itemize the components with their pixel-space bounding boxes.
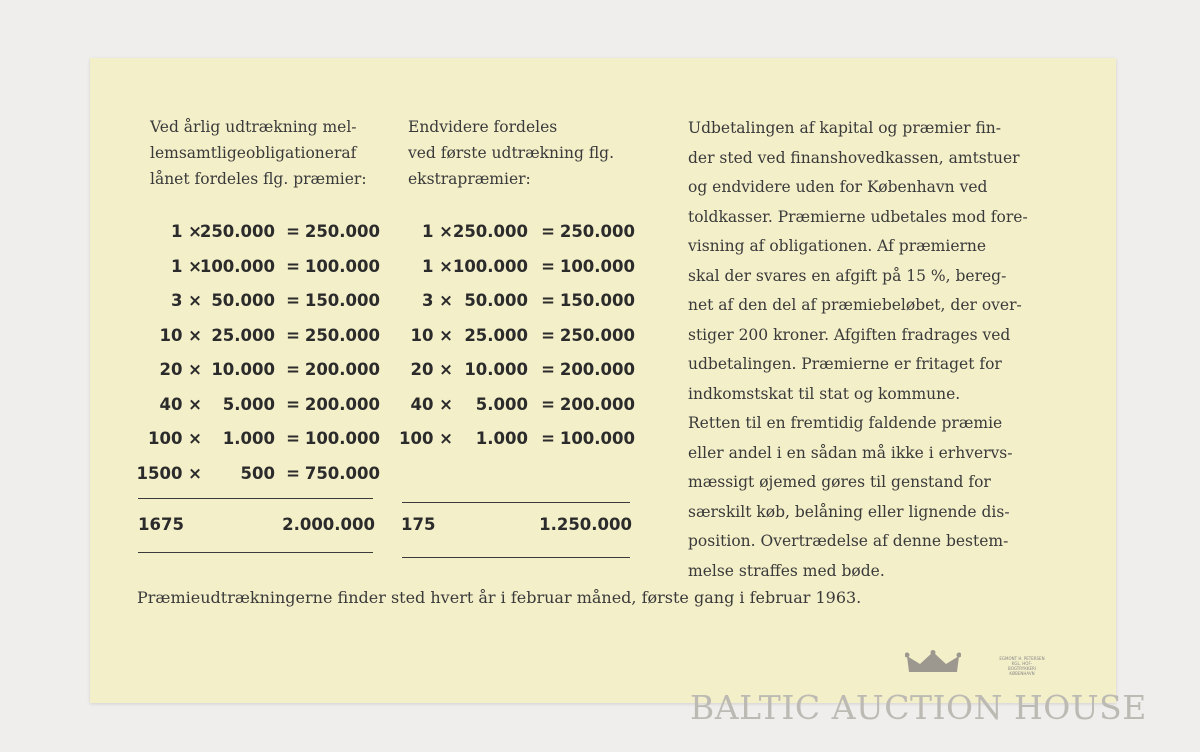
terms-line: indkomstskat til stat og kommune. — [688, 384, 961, 403]
middle-heading-line: ekstrapræmier: — [408, 170, 531, 188]
left-sum-rule-top — [138, 498, 373, 499]
left-heading-line: lånet fordeles flg. præmier: — [150, 170, 367, 188]
prize-count: 10 × — [410, 325, 453, 345]
left-sum-total: 2.000.000 — [282, 515, 375, 534]
prize-amount: 50.000 — [211, 291, 275, 310]
prize-total: 100.000 — [304, 256, 380, 276]
equals-sign: = — [286, 360, 300, 379]
terms-line: melse straffes med bøde. — [688, 561, 885, 580]
prize-count: 40 × — [410, 394, 453, 414]
printer-mark — [999, 656, 1045, 676]
terms-line: stiger 200 kroner. Afgiften fradrages ved — [688, 325, 1011, 344]
terms-line: særskilt køb, belåning eller lignende dis- — [688, 502, 1010, 521]
equals-sign: = — [541, 394, 555, 414]
equals-sign: = — [286, 222, 300, 241]
middle-sum-count: 175 — [401, 515, 436, 534]
prize-total: 100.000 — [559, 256, 635, 276]
equals-sign: = — [541, 325, 555, 345]
equals-sign: = — [286, 429, 300, 448]
equals-sign: = — [286, 291, 300, 310]
printer-mark-line: KGL. HOF-BOGTRYKKERI — [1008, 661, 1036, 671]
terms-line: skal der svares en afgift på 15 %, bereg- — [688, 266, 1007, 285]
prize-count: 1 × — [170, 222, 202, 241]
prize-total: 150.000 — [559, 291, 635, 310]
prize-count: 1 × — [421, 256, 453, 276]
left-heading-line: lemsamtligeobligationeraf — [150, 144, 357, 162]
prize-total: 250.000 — [304, 222, 380, 241]
prize-row — [90, 326, 650, 360]
middle-sum-total: 1.250.000 — [539, 515, 632, 534]
middle-sum-rule-top — [402, 502, 630, 503]
terms-line: visning af obligationen. Af præmierne — [688, 237, 987, 255]
drawing-schedule-footer: Præmieudtrækningerne finder sted hvert år i februar måned, første gang i februar 1963. — [137, 588, 862, 607]
prize-count: 1 × — [421, 222, 453, 241]
prize-row — [90, 257, 650, 291]
terms-line: toldkasser. Præmierne udbetales mod fore- — [688, 207, 1028, 226]
prize-total: 750.000 — [304, 463, 380, 483]
prize-count: 1500 × — [136, 463, 202, 483]
prize-amount: 250.000 — [199, 222, 275, 241]
equals-sign: = — [541, 360, 555, 379]
equals-sign: = — [541, 429, 555, 448]
prize-amount: 10.000 — [211, 360, 275, 379]
prize-count: 100 × — [147, 429, 202, 448]
equals-sign: = — [286, 463, 300, 483]
terms-line: position. Overtrædelse af denne bestem- — [688, 532, 1009, 550]
prize-count: 3 × — [170, 291, 202, 310]
prize-amount: 25.000 — [211, 325, 275, 345]
terms-line: Udbetalingen af kapital og præmier fin- — [688, 119, 1002, 137]
middle-heading-line: ved første udtrækning flg. — [408, 144, 615, 162]
prize-row — [90, 429, 650, 463]
prize-total: 250.000 — [304, 325, 380, 345]
bond-back-sheet — [90, 58, 1116, 703]
prize-amount: 100.000 — [452, 256, 528, 276]
crown-icon — [905, 650, 961, 676]
prize-total: 100.000 — [559, 429, 635, 448]
prize-count: 1 × — [170, 256, 202, 276]
left-heading-line: Ved årlig udtrækning mel- — [150, 118, 357, 136]
terms-line: og endvidere uden for København ved — [688, 178, 988, 196]
prize-total: 200.000 — [559, 394, 635, 414]
prize-total: 250.000 — [559, 325, 635, 345]
left-sum-count: 1675 — [138, 515, 184, 534]
prize-amount: 10.000 — [464, 360, 528, 379]
middle-column-heading — [408, 114, 614, 192]
prize-total: 200.000 — [304, 360, 380, 379]
terms-line: eller andel i en sådan må ikke i erhvervs- — [688, 443, 1013, 462]
prize-amount: 50.000 — [464, 291, 528, 310]
middle-heading-line: Endvidere fordeles — [408, 118, 558, 136]
prize-count: 10 × — [159, 325, 202, 345]
prize-total: 100.000 — [304, 429, 380, 448]
prize-row — [90, 291, 650, 325]
equals-sign: = — [541, 291, 555, 310]
equals-sign: = — [286, 325, 300, 345]
equals-sign: = — [286, 256, 300, 276]
equals-sign: = — [286, 394, 300, 414]
terms-line: Retten til en fremtidig faldende præmie — [688, 414, 1003, 432]
printer-mark-line: EGMONT H. PETERSEN — [999, 656, 1045, 661]
terms-line: mæssigt øjemed gøres til genstand for — [688, 473, 991, 491]
prize-row — [90, 464, 390, 498]
terms-line: der sted ved finanshovedkassen, amtstuer — [688, 148, 1020, 167]
prize-amount: 1.000 — [222, 429, 275, 448]
prize-row — [90, 222, 650, 256]
prize-amount: 5.000 — [222, 394, 275, 414]
equals-sign: = — [541, 256, 555, 276]
prize-amount: 500 — [240, 463, 275, 483]
prize-amount: 250.000 — [452, 222, 528, 241]
prize-amount: 100.000 — [199, 256, 275, 276]
prize-amount: 1.000 — [475, 429, 528, 448]
terms-line: udbetalingen. Præmierne er fritaget for — [688, 355, 1002, 373]
prize-amount: 5.000 — [475, 394, 528, 414]
prize-count: 100 × — [398, 429, 453, 448]
prize-count: 20 × — [159, 360, 202, 379]
prize-count: 40 × — [159, 394, 202, 414]
equals-sign: = — [541, 222, 555, 241]
printer-mark-line: KØBENHAVN — [1009, 671, 1035, 676]
prize-row — [90, 360, 650, 394]
prize-total: 200.000 — [559, 360, 635, 379]
middle-sum-rule-bottom — [402, 557, 630, 558]
prize-total: 250.000 — [559, 222, 635, 241]
prize-total: 150.000 — [304, 291, 380, 310]
payment-terms-text — [688, 114, 1073, 586]
terms-line: net af den del af præmiebeløbet, der over- — [688, 296, 1022, 314]
left-column-heading — [150, 114, 367, 192]
left-sum-rule-bottom — [138, 552, 373, 553]
prize-row — [90, 395, 650, 429]
prize-count: 20 × — [410, 360, 453, 379]
prize-count: 3 × — [421, 291, 453, 310]
auction-house-watermark: BALTIC AUCTION HOUSE — [690, 688, 1147, 727]
middle-sum-row — [90, 515, 643, 545]
prize-total: 200.000 — [304, 394, 380, 414]
prize-amount: 25.000 — [464, 325, 528, 345]
